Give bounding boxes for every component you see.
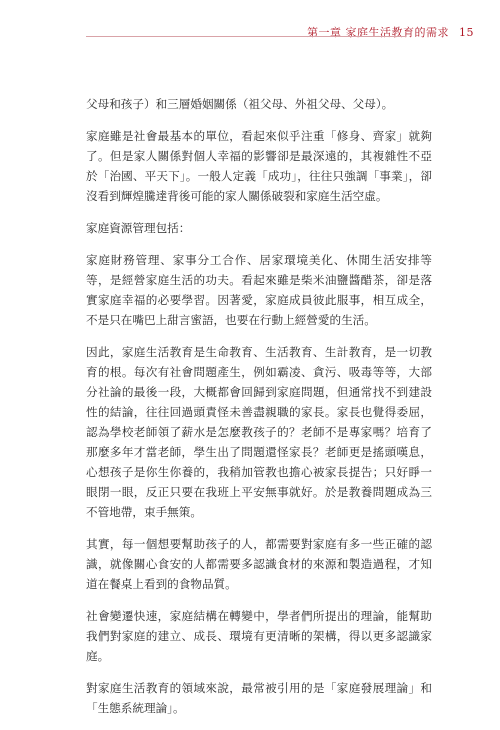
- header-rule: [86, 36, 406, 37]
- paragraph: 家庭財務管理、家事分工合作、居家環境美化、休閒生活安排等等，是經營家庭生活的功夫。看起來雖是柴米油鹽醬醋茶，卻是落實家庭幸福的必要學習。因著愛，家庭成員彼此服事，相互成全，不是只在嘴巴上甜言蜜語，也要在行動上經營愛的生活。: [86, 253, 432, 327]
- paragraph: 因此，家庭生活教育是生命教育、生活教育、生計教育，是一切教育的根。每次有社會問題產生，例如霸凌、貪污、吸毒等等，大部分社論的最後一段，大概都會回歸到家庭問題，但通常找不到建設性的結論，往往回過頭責怪未善盡親職的家長。家長也覺得委屈，認為學校老師領了薪水是怎麼教孩子的？老師不是專家嗎？培育了那麼多年才當老師，學生出了問題還怪家長？老師更是搖頭嘆息，心想孩子是你生你養的，我稍加管教也擔心被家長提告；只好睜一眼閉一眼，反正只要在我班上平安無事就好。於是教養問題成為三不管地帶，束手無策。: [86, 345, 432, 519]
- paragraph: 家庭雖是社會最基本的單位，看起來似乎注重「修身、齊家」就夠了。但是家人關係對個人幸福的影響卻是最深遠的，其複雜性不亞於「治國、平天下」。一般人定義「成功」，往往只強調「事業」，卻沒看到輝煌騰達背後可能的家人關係破裂和家庭生活空虛。: [86, 129, 432, 203]
- chapter-title: 第一章 家庭生活教育的需求: [307, 26, 449, 39]
- paragraph: 對家庭生活教育的領域來說，最常被引用的是「家庭發展理論」和「生態系統理論」。: [86, 681, 432, 715]
- paragraph-continuation: 父母和孩子）和三層婚姻關係（祖父母、外祖父母、父母）。: [86, 97, 394, 111]
- body-text: [86, 94, 432, 730]
- running-header: [307, 24, 474, 40]
- page-number: 15: [459, 26, 474, 39]
- paragraph: 社會變遷快速，家庭結構在轉變中，學者們所提出的理論，能幫助我們對家庭的建立、成長、環境有更清晰的架構，得以更多認識家庭。: [86, 609, 432, 663]
- paragraph: 家庭資源管理包括：: [86, 221, 191, 235]
- paragraph: 其實，每一個想要幫助孩子的人，都需要對家庭有多一些正確的認識，就像關心食安的人都需要多認識食材的來源和製造過程，才知道在餐桌上看到的食物品質。: [86, 537, 432, 591]
